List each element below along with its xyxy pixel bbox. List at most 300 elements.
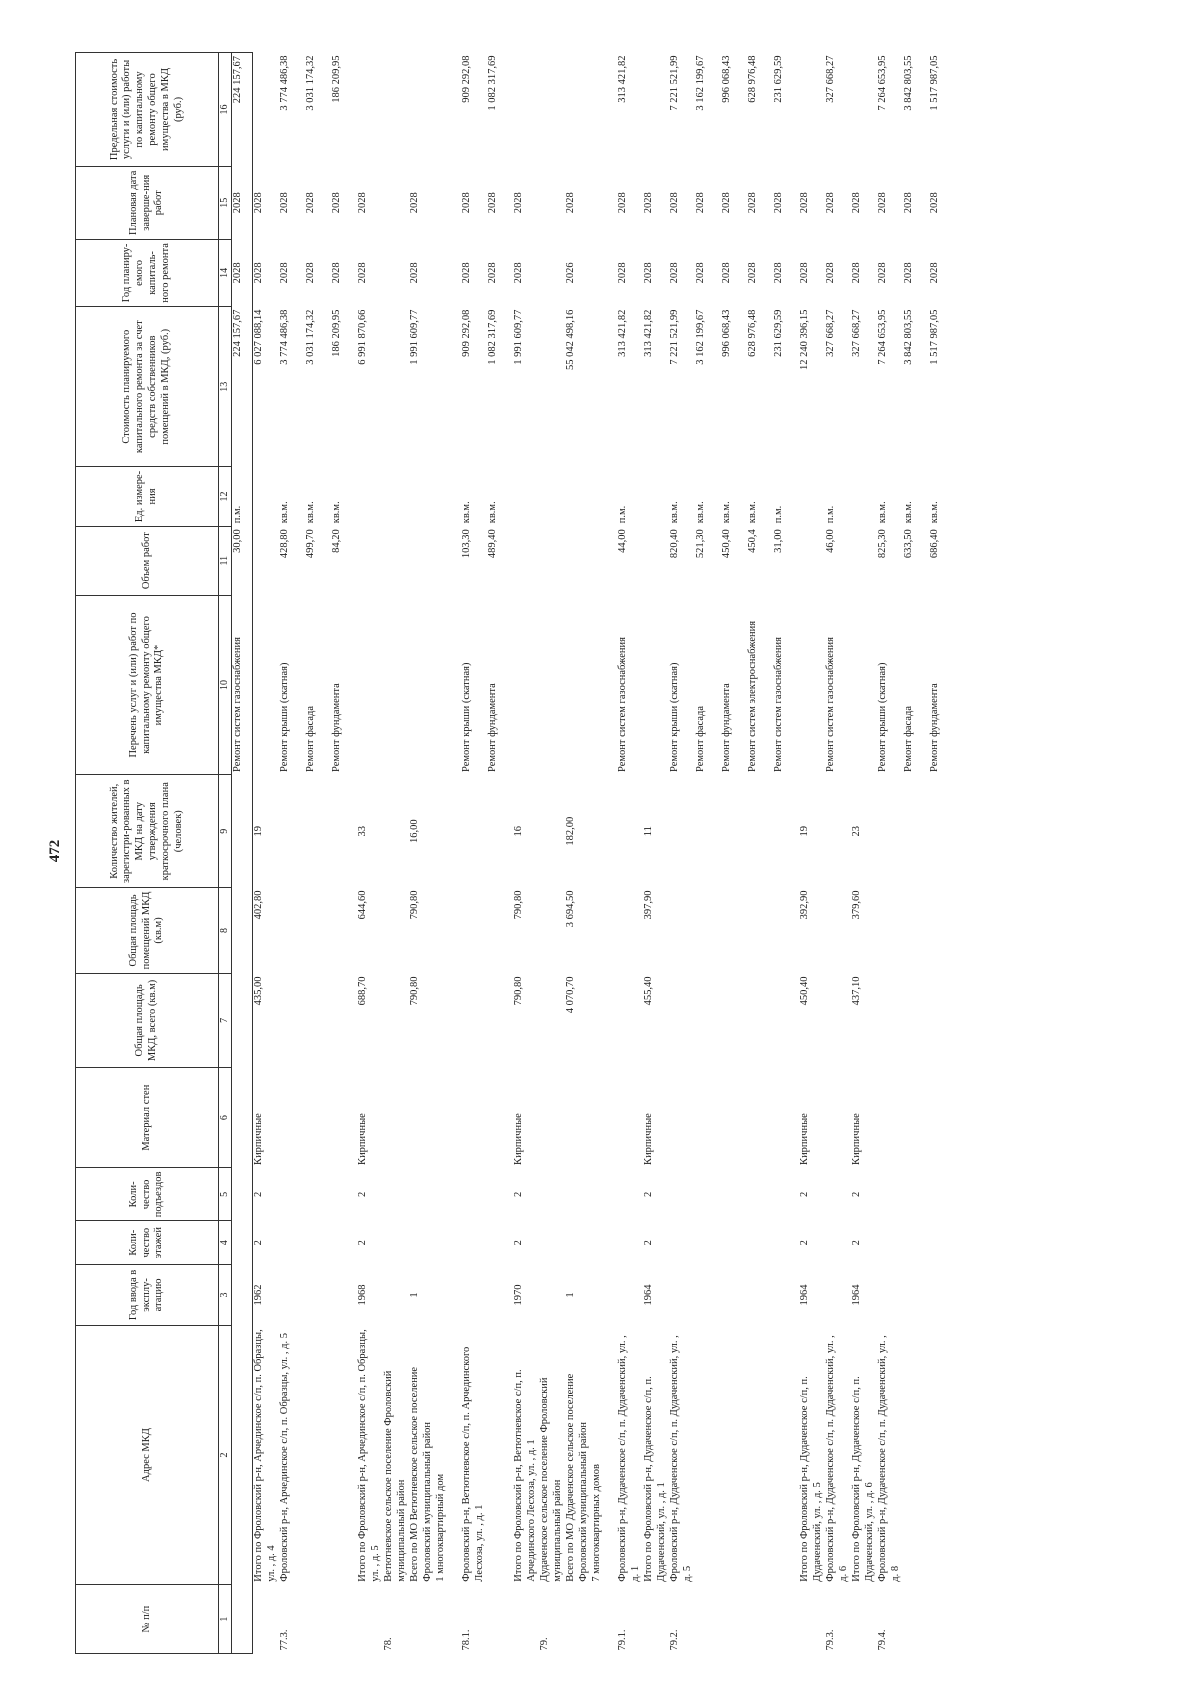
- table-cell: [799, 1585, 825, 1654]
- table-row: [232, 53, 253, 1654]
- table-cell: [877, 775, 903, 887]
- table-cell: [877, 887, 903, 973]
- table-cell: [461, 1221, 487, 1265]
- table-cell: 7 221 521,99: [669, 55, 681, 111]
- table-cell: 825,30: [877, 529, 889, 559]
- table-cell: [487, 1325, 513, 1584]
- table-cell: Ремонт крыши (скатная): [877, 662, 889, 772]
- table-row: [409, 53, 435, 1654]
- table-row: [305, 53, 331, 1654]
- table-row: [721, 53, 747, 1654]
- table-cell: [565, 53, 591, 167]
- column-number: 2: [219, 1325, 232, 1584]
- table-cell: 16,00: [409, 819, 421, 844]
- table-cell: 2: [357, 1240, 369, 1246]
- table-cell: [487, 1168, 513, 1221]
- table-cell: 2028: [253, 262, 265, 284]
- table-cell: Фроловский р-н, Дудаченское с/п, п. Дудаченский, ул. , д. 8: [877, 1335, 901, 1582]
- table-cell: [695, 775, 721, 887]
- table-cell: [435, 887, 461, 973]
- table-cell: [825, 887, 851, 973]
- table-cell: 2028: [305, 262, 317, 284]
- table-cell: [435, 166, 461, 239]
- table-cell: [539, 307, 565, 467]
- table-cell: [643, 53, 669, 167]
- table-cell: 4 070,70: [565, 976, 577, 1014]
- table-cell: [435, 1585, 461, 1654]
- table-cell: Кирпичные: [513, 1113, 525, 1165]
- header-row: [76, 53, 219, 1654]
- table-cell: [565, 467, 591, 527]
- table-cell: 2028: [279, 192, 291, 214]
- table-cell: 392,90: [799, 890, 811, 920]
- table-cell: 820,40: [669, 529, 681, 559]
- table-cell: [929, 1067, 955, 1168]
- table-cell: 327 668,27: [825, 309, 837, 357]
- table-cell: [383, 467, 409, 527]
- column-header: Перечень услуг и (или) работ по капитальному ремонту общего имущества МКД*: [76, 595, 219, 775]
- table-cell: [617, 1067, 643, 1168]
- table-cell: 2028: [721, 262, 733, 284]
- table-cell: [721, 1325, 747, 1584]
- table-cell: 435,00: [253, 976, 265, 1006]
- table-cell: [513, 526, 539, 595]
- table-cell: [487, 1067, 513, 1168]
- repair-plan-table: [75, 52, 955, 1654]
- table-cell: [877, 1221, 903, 1265]
- table-cell: [591, 973, 617, 1067]
- table-row: [591, 53, 617, 1654]
- table-cell: [331, 1265, 357, 1326]
- table-cell: 402,80: [253, 890, 265, 920]
- table-cell: 2: [799, 1191, 811, 1198]
- table-cell: 3 774 486,38: [279, 55, 291, 111]
- table-cell: [773, 1067, 799, 1168]
- table-cell: [357, 53, 383, 167]
- table-cell: 790,80: [409, 976, 421, 1006]
- table-cell: 2028: [232, 166, 253, 239]
- table-cell: [357, 1585, 383, 1654]
- table-cell: [929, 973, 955, 1067]
- table-cell: [591, 595, 617, 775]
- table-cell: Итого по Фроловский р-н, Дудаченское с/п, п. Дудаченский, ул. , д. 5: [799, 1376, 823, 1582]
- table-row: [331, 53, 357, 1654]
- table-cell: [539, 1265, 565, 1326]
- table-cell: [851, 595, 877, 775]
- table-cell: 6 991 870,66: [357, 309, 369, 365]
- table-row: [279, 53, 305, 1654]
- column-header: Год планиру-емого капиталь-ного ремонта: [76, 239, 219, 306]
- table-cell: [825, 1168, 851, 1221]
- table-cell: Кирпичные: [851, 1113, 863, 1165]
- table-cell: Фроловский р-н, Ветютневское с/п, п. Арчединского Лесхоза, ул. , д. 1: [461, 1346, 485, 1582]
- table-cell: 3 031 174,32: [305, 309, 317, 365]
- table-cell: 2028: [461, 262, 473, 284]
- table-cell: 2028: [513, 262, 525, 284]
- table-cell: 2028: [825, 192, 837, 214]
- table-cell: 2: [851, 1191, 863, 1198]
- table-cell: [331, 1325, 357, 1584]
- table-row: [773, 53, 799, 1654]
- column-header: Плановая дата заверше-ния работ: [76, 166, 219, 239]
- table-cell: [232, 1325, 253, 1584]
- table-cell: [383, 1265, 409, 1326]
- table-cell: 2: [799, 1240, 811, 1246]
- column-header: Количество жителей, зарегистри-рованных в МКД на дату утверждения краткосрочного плана (человек): [76, 775, 219, 887]
- table-cell: [513, 1585, 539, 1654]
- table-cell: 1964: [799, 1284, 811, 1306]
- table-cell: [591, 467, 617, 527]
- table-cell: [617, 973, 643, 1067]
- table-cell: [591, 887, 617, 973]
- table-cell: [539, 467, 565, 527]
- table-cell: 1 991 609,77: [409, 309, 421, 365]
- rotated-sheet: [41, 46, 1184, 1656]
- table-cell: [747, 1265, 773, 1326]
- table-cell: [929, 1265, 955, 1326]
- table-row: [565, 53, 591, 1654]
- table-cell: 2028: [773, 262, 785, 284]
- table-cell: Ремонт фундамента: [487, 683, 499, 772]
- table-cell: Ремонт крыши (скатная): [669, 662, 681, 772]
- table-cell: [383, 595, 409, 775]
- table-cell: 182,00: [565, 816, 577, 846]
- table-cell: 7 221 521,99: [669, 309, 681, 365]
- table-cell: 2028: [305, 192, 317, 214]
- table-cell: Фроловский р-н, Дудаченское с/п, п. Дудаченский, ул. , д. 5: [669, 1335, 693, 1582]
- table-cell: [487, 887, 513, 973]
- table-cell: 231 629,59: [773, 309, 785, 357]
- table-cell: [799, 526, 825, 595]
- table-cell: 2: [253, 1240, 265, 1246]
- table-cell: 644,60: [357, 890, 369, 920]
- column-header: Коли-чество этажей: [76, 1221, 219, 1265]
- table-cell: [279, 1265, 305, 1326]
- table-cell: [591, 1221, 617, 1265]
- table-cell: 3 162 199,67: [695, 309, 707, 365]
- table-cell: кв.м.: [331, 501, 343, 524]
- table-cell: 2028: [643, 262, 655, 284]
- table-cell: 1962: [253, 1284, 265, 1306]
- table-cell: 2028: [695, 192, 707, 214]
- table-cell: [409, 1067, 435, 1168]
- table-cell: 3 774 486,38: [279, 309, 291, 365]
- table-cell: [305, 1585, 331, 1654]
- table-cell: [747, 1325, 773, 1584]
- table-cell: 1 991 609,77: [513, 309, 525, 365]
- table-cell: [565, 1221, 591, 1265]
- table-cell: 19: [253, 825, 265, 837]
- table-cell: [232, 1265, 253, 1326]
- table-cell: 2: [643, 1191, 655, 1198]
- table-cell: [773, 1265, 799, 1326]
- table-row: [513, 53, 539, 1654]
- column-header: Коли-чество подъездов: [76, 1168, 219, 1221]
- table-cell: 2028: [565, 192, 577, 214]
- table-cell: 2028: [409, 192, 421, 214]
- table-cell: [721, 1265, 747, 1326]
- table-cell: [773, 775, 799, 887]
- table-cell: [669, 1067, 695, 1168]
- table-cell: 79.2.: [669, 1629, 681, 1651]
- table-cell: 1: [565, 1292, 577, 1298]
- table-cell: [773, 1168, 799, 1221]
- table-cell: [331, 1168, 357, 1221]
- table-cell: [435, 467, 461, 527]
- table-cell: [565, 1168, 591, 1221]
- table-cell: [695, 1265, 721, 1326]
- table-cell: [929, 1168, 955, 1221]
- table-cell: [695, 887, 721, 973]
- table-body: [232, 53, 956, 1654]
- table-cell: 790,80: [513, 976, 525, 1006]
- table-cell: [279, 1067, 305, 1168]
- table-cell: 46,00: [825, 529, 837, 553]
- table-cell: [617, 1221, 643, 1265]
- table-cell: кв.м.: [669, 501, 681, 524]
- table-cell: [383, 887, 409, 973]
- table-cell: [383, 526, 409, 595]
- table-cell: [643, 526, 669, 595]
- table-cell: [591, 1585, 617, 1654]
- table-row: [903, 53, 929, 1654]
- table-cell: [539, 775, 565, 887]
- table-cell: [929, 775, 955, 887]
- table-cell: 1970: [513, 1284, 525, 1306]
- table-cell: [669, 1221, 695, 1265]
- table-cell: 2028: [929, 262, 941, 284]
- table-cell: [799, 53, 825, 167]
- table-cell: 79.4.: [877, 1629, 889, 1651]
- table-cell: [877, 973, 903, 1067]
- table-cell: [695, 1067, 721, 1168]
- table-cell: [383, 973, 409, 1067]
- table-cell: 6 027 088,14: [253, 309, 265, 365]
- table-cell: [279, 775, 305, 887]
- column-header: Ед. измере-ния: [76, 467, 219, 527]
- table-cell: [409, 467, 435, 527]
- table-cell: Ремонт фундамента: [721, 683, 733, 772]
- table-cell: Фроловский р-н, Дудаченское с/п, п. Дудаченский, ул. , д. 1: [617, 1335, 641, 1582]
- table-cell: 428,80: [279, 529, 291, 559]
- table-cell: 450,40: [721, 529, 733, 559]
- column-header: Год ввода в эксплу-атацию: [76, 1265, 219, 1326]
- table-cell: [305, 887, 331, 973]
- table-cell: кв.м.: [903, 501, 915, 524]
- table-cell: 2028: [929, 192, 941, 214]
- table-cell: 7 264 653,95: [877, 309, 889, 365]
- table-cell: [232, 887, 253, 973]
- table-cell: [747, 1168, 773, 1221]
- table-cell: 450,40: [799, 976, 811, 1006]
- table-cell: [565, 1067, 591, 1168]
- table-cell: [669, 1168, 695, 1221]
- table-cell: [305, 1221, 331, 1265]
- table-cell: 2: [253, 1191, 265, 1198]
- table-cell: Ремонт фундамента: [331, 683, 343, 772]
- table-cell: 2: [851, 1240, 863, 1246]
- table-cell: 2028: [617, 192, 629, 214]
- table-cell: [331, 973, 357, 1067]
- table-cell: [331, 775, 357, 887]
- table-cell: 2028: [747, 192, 759, 214]
- table-cell: 23: [851, 825, 863, 837]
- table-cell: Ремонт фундамента: [929, 683, 941, 772]
- table-cell: [409, 53, 435, 167]
- column-header: Общая площадь помещений МКД (кв.м): [76, 887, 219, 973]
- table-cell: 437,10: [851, 976, 863, 1006]
- table-cell: [305, 1265, 331, 1326]
- table-cell: [357, 595, 383, 775]
- table-cell: 1964: [851, 1284, 863, 1306]
- table-cell: [565, 595, 591, 775]
- table-row: [383, 53, 409, 1654]
- table-cell: [435, 239, 461, 306]
- table-cell: 379,60: [851, 890, 863, 920]
- table-cell: [929, 1325, 955, 1584]
- table-row: [695, 53, 721, 1654]
- table-cell: 313 421,82: [617, 309, 629, 357]
- table-cell: 1 082 317,69: [487, 309, 499, 365]
- table-cell: 3 162 199,67: [695, 55, 707, 111]
- table-cell: 2028: [851, 262, 863, 284]
- table-cell: 2028: [409, 262, 421, 284]
- table-cell: 78.1.: [461, 1629, 473, 1651]
- table-cell: 2028: [487, 262, 499, 284]
- column-number: 4: [219, 1221, 232, 1265]
- table-cell: 327 668,27: [825, 55, 837, 103]
- table-cell: кв.м.: [695, 501, 707, 524]
- table-cell: [903, 775, 929, 887]
- table-cell: [721, 1585, 747, 1654]
- table-cell: [539, 53, 565, 167]
- table-cell: [929, 887, 955, 973]
- table-cell: 2028: [877, 192, 889, 214]
- table-cell: [747, 973, 773, 1067]
- table-cell: [799, 595, 825, 775]
- table-cell: Всего по МО Ветютневское сельское поселение Фроловский муниципальный район: [409, 1366, 433, 1582]
- table-cell: [232, 1067, 253, 1168]
- table-cell: п.м.: [773, 505, 785, 524]
- table-cell: [825, 775, 851, 887]
- table-cell: Кирпичные: [799, 1113, 811, 1165]
- table-cell: 455,40: [643, 976, 655, 1006]
- table-cell: Ремонт крыши (скатная): [461, 662, 473, 772]
- table-cell: [747, 887, 773, 973]
- table-cell: 2: [513, 1191, 525, 1198]
- table-cell: 3 842 803,55: [903, 55, 915, 111]
- table-cell: 224 157,67: [232, 307, 253, 467]
- table-row: [253, 53, 280, 1654]
- table-cell: [539, 1221, 565, 1265]
- table-cell: 909 292,08: [461, 309, 473, 357]
- table-cell: Итого по Фроловский р-н, Дудаченское с/п, п. Дудаченский, ул. , д. 1: [643, 1376, 667, 1582]
- table-cell: [253, 53, 280, 167]
- table-cell: [435, 307, 461, 467]
- table-cell: [305, 775, 331, 887]
- table-cell: [487, 1265, 513, 1326]
- table-cell: 996 068,43: [721, 55, 733, 103]
- column-header: Объем работ: [76, 526, 219, 595]
- table-cell: [903, 973, 929, 1067]
- table-cell: [799, 467, 825, 527]
- table-cell: [357, 526, 383, 595]
- table-cell: Ремонт фасада: [903, 705, 915, 772]
- column-header: Адрес МКД: [76, 1325, 219, 1584]
- table-cell: 224 157,67: [232, 53, 253, 167]
- table-cell: [305, 1168, 331, 1221]
- table-cell: [591, 53, 617, 167]
- column-number: 1: [219, 1585, 232, 1654]
- table-cell: [617, 1265, 643, 1326]
- column-number: 13: [219, 307, 232, 467]
- table-cell: [825, 973, 851, 1067]
- table-cell: [825, 1067, 851, 1168]
- table-cell: 19: [799, 825, 811, 837]
- table-cell: Ремонт систем газоснабжения: [617, 637, 629, 772]
- table-cell: [253, 467, 280, 527]
- table-cell: 2028: [903, 262, 915, 284]
- column-number: 6: [219, 1067, 232, 1168]
- table-cell: [773, 1585, 799, 1654]
- column-number: 16: [219, 53, 232, 167]
- table-cell: [305, 1067, 331, 1168]
- table-cell: кв.м.: [279, 501, 291, 524]
- table-cell: 2028: [799, 262, 811, 284]
- table-cell: [279, 1168, 305, 1221]
- table-cell: [305, 973, 331, 1067]
- table-cell: 7 264 653,95: [877, 55, 889, 111]
- table-cell: [279, 1221, 305, 1265]
- table-cell: [232, 973, 253, 1067]
- table-cell: 79.3.: [825, 1629, 837, 1651]
- table-cell: [253, 1585, 280, 1654]
- table-cell: [851, 526, 877, 595]
- table-cell: [279, 973, 305, 1067]
- table-cell: [435, 973, 461, 1067]
- column-number: 11: [219, 526, 232, 595]
- table-row: [461, 53, 487, 1654]
- table-cell: кв.м.: [305, 501, 317, 524]
- column-number: 15: [219, 166, 232, 239]
- table-cell: 30,00: [232, 526, 253, 595]
- table-cell: [305, 1325, 331, 1584]
- table-cell: [747, 1067, 773, 1168]
- table-cell: [232, 1585, 253, 1654]
- table-cell: кв.м.: [877, 501, 889, 524]
- table-cell: [591, 526, 617, 595]
- column-number: 9: [219, 775, 232, 887]
- column-number: 7: [219, 973, 232, 1067]
- table-cell: 77.3.: [279, 1629, 291, 1651]
- table-cell: [591, 1067, 617, 1168]
- table-cell: 2028: [232, 239, 253, 306]
- table-cell: кв.м.: [461, 501, 473, 524]
- table-cell: 688,70: [357, 976, 369, 1006]
- table-cell: 450,4: [747, 529, 759, 553]
- table-row: [487, 53, 513, 1654]
- table-cell: 2028: [487, 192, 499, 214]
- column-number: 8: [219, 887, 232, 973]
- table-cell: [695, 1585, 721, 1654]
- table-cell: [539, 239, 565, 306]
- column-header: Стоимость планируемого капитального ремонта за счет средств собственников помещений в МКД, (руб.): [76, 307, 219, 467]
- table-cell: 686,40: [929, 529, 941, 559]
- table-cell: 313 421,82: [617, 55, 629, 103]
- table-cell: [487, 1585, 513, 1654]
- table-cell: [487, 775, 513, 887]
- table-cell: Итого по Фроловский р-н, Ветютневское с/п, п. Арчединского Лесхоза, ул. , д. 1: [513, 1369, 537, 1582]
